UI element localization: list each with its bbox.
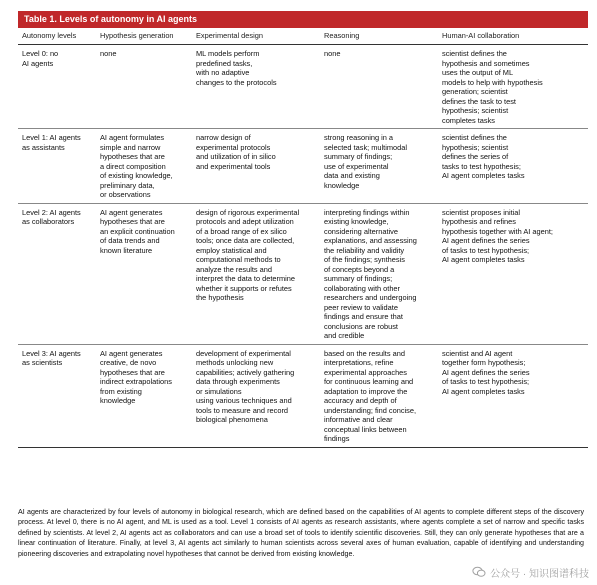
cell-level: Level 0: no AI agents [18,45,96,129]
column-header-human-ai-collaboration: Human-AI collaboration [438,28,588,45]
cell-collaboration: scientist defines the hypothesis and sometimes uses the output of ML models to help with hypothesis generation; scientist defines the task to test hypothesis; scientist completes tasks [438,45,588,129]
cell-hypothesis: AI agent generates hypotheses that are an explicit continuation of data trends and known literature [96,203,192,344]
column-header-experimental-design: Experimental design [192,28,320,45]
table-row [18,344,588,447]
chat-bubble-icon [472,565,486,579]
column-header-hypothesis-generation: Hypothesis generation [96,28,192,45]
table-title: Table 1. Levels of autonomy in AI agents [18,11,588,28]
table-row [18,203,588,344]
autonomy-levels-table [18,28,588,448]
table-row [18,45,588,129]
cell-level: Level 1: AI agents as assistants [18,129,96,204]
cell-design: narrow design of experimental protocols and utilization of in silico and experimental tools [192,129,320,204]
cell-level: Level 3: AI agents as scientists [18,344,96,447]
cell-collaboration: scientist proposes initial hypothesis and refines hypothesis together with AI agent; AI agent defines the series of tasks to test hypothesis; AI agent completes tasks [438,203,588,344]
table-footnote: AI agents are characterized by four levels of autonomy in biological research, which are defined based on the capabilities of AI agents to complete different steps of the discovery process. At level 0, there is no AI agent, and ML is used as a tool. Level 1 consists of AI agents as research assistants, where agents complete a set of narrow and specific tasks defined by scientists. At level 2, AI agents act as collaborators and can use a broad set of tools to identify scientific discoveries. Still, they can only generate hypotheses that are a linear continuation of literature. Finally, at level 3, AI agents act similarly to human scientists across several axes of human evaluation, capable of identifying and understanding pioneering discoveries and extrapolating novel hypotheses that cannot be derived from existing knowledge. [18,508,584,558]
cell-reasoning: strong reasoning in a selected task; multimodal summary of findings; use of experimental data and existing knowledge [320,129,438,204]
column-header-reasoning: Reasoning [320,28,438,45]
cell-collaboration: scientist defines the hypothesis; scientist defines the series of tasks to test hypothesis; AI agent completes tasks [438,129,588,204]
cell-design: development of experimental methods unlocking new capabilities; actively gathering data through experiments or simulations using various techniques and tools to measure and record biological phenomena [192,344,320,447]
cell-level: Level 2: AI agents as collaborators [18,203,96,344]
cell-design: ML models perform predefined tasks, with no adaptive changes to the protocols [192,45,320,129]
column-header-autonomy-levels: Autonomy levels [18,28,96,45]
watermark [472,564,589,580]
cell-design: design of rigorous experimental protocols and adept utilization of a broad range of ex silico tools; once data are collected, employ statistical and computational methods to analyze the results and interpret the data to determine whether it supports or refutes the hypothesis [192,203,320,344]
table-row [18,129,588,204]
cell-collaboration: scientist and AI agent together form hypothesis; AI agent defines the series of tasks to test hypothesis; AI agent completes tasks [438,344,588,447]
cell-hypothesis: AI agent formulates simple and narrow hypotheses that are a direct composition of existing knowledge, preliminary data, or observations [96,129,192,204]
table-header-row [18,28,588,45]
cell-hypothesis: AI agent generates creative, de novo hypotheses that are indirect extrapolations from existing knowledge [96,344,192,447]
cell-hypothesis: none [96,45,192,129]
cell-reasoning: based on the results and interpretations, refine experimental approaches for continuous learning and adaptation to improve the accuracy and depth of understanding; find concise, informative and clear conceptual links between findings [320,344,438,447]
cell-reasoning: interpreting findings within existing knowledge, considering alternative explanations, and assessing the reliability and validity of the findings; synthesis of concepts beyond a summary of findings; collaborating with other researchers and undergoing peer review to validate findings and ensure that conclusions are robust and credible [320,203,438,344]
cell-reasoning: none [320,45,438,129]
watermark-text: 公众号 · 知识图谱科技 [490,568,589,580]
